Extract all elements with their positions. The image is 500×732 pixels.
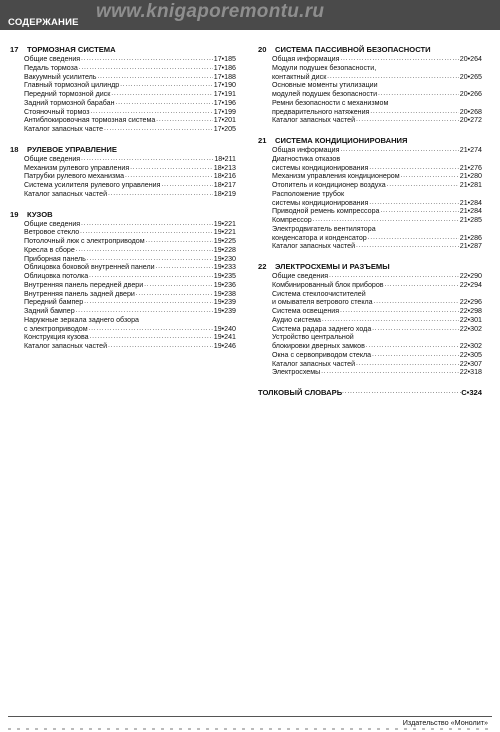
dot-leader <box>385 281 459 290</box>
dot-leader <box>368 234 459 243</box>
toc-entry[interactable] <box>24 281 236 290</box>
toc-entry-title: Механизм управления кондиционером <box>272 172 400 181</box>
toc-entry-title: Задний тормозной барабан <box>24 98 115 107</box>
dot-leader <box>81 220 213 229</box>
dot-leader <box>342 388 461 397</box>
section-heading: КУЗОВ <box>27 209 53 219</box>
toc-entry[interactable] <box>24 272 236 281</box>
toc-entry[interactable] <box>272 272 482 281</box>
toc-entry-page: 22•302 <box>459 324 482 333</box>
footer-divider <box>8 716 492 717</box>
toc-entry-continued: Система стеклоочистителей <box>272 289 366 298</box>
toc-entry-page: 19•225 <box>213 237 236 245</box>
toc-entry-title: Общая информация <box>272 146 340 154</box>
dot-leader <box>87 255 213 264</box>
toc-entry[interactable] <box>272 325 482 334</box>
toc-entry-title: Патрубки рулевого механизма <box>24 172 125 181</box>
toc-entry-page: 17•188 <box>213 72 236 81</box>
toc-entry-page: 19•233 <box>213 263 236 272</box>
toc-entry-title: Главный тормозной цилиндр <box>24 81 120 90</box>
dot-leader <box>356 360 459 369</box>
dot-leader <box>84 298 213 307</box>
toc-entry-title: блокировки дверных замков <box>272 342 365 350</box>
toc-entry[interactable] <box>272 281 482 290</box>
toc-entry[interactable] <box>272 207 482 216</box>
toc-entry-title: Каталог запасных частей <box>272 242 356 251</box>
toc-section <box>10 210 236 351</box>
toc-entry-page: 21•274 <box>459 146 482 154</box>
toc-entry-page: 17•190 <box>213 81 236 90</box>
toc-entry[interactable] <box>272 90 482 99</box>
toc-entry-page: 18•217 <box>213 181 236 189</box>
toc-entry[interactable] <box>272 216 482 225</box>
dot-leader <box>340 146 458 155</box>
toc-entry-page: 19•221 <box>213 219 236 228</box>
dot-leader <box>370 108 458 117</box>
toc-entry-title: Электросхемы <box>272 368 321 377</box>
toc-entry-page: 20•272 <box>459 116 482 125</box>
toc-section <box>258 45 482 125</box>
toc-entry-title: системы кондиционирования <box>272 198 369 207</box>
toc-entry[interactable] <box>272 172 482 181</box>
dot-leader <box>144 281 213 290</box>
dot-leader <box>125 172 213 181</box>
toc-right-column <box>258 45 482 397</box>
section-title <box>258 262 482 271</box>
dot-leader <box>401 172 459 181</box>
dot-leader <box>79 64 213 73</box>
toc-entry-title: Антиблокировочная тормозная система <box>24 116 156 125</box>
toc-entry-title: Каталог запасных частей <box>24 342 108 350</box>
toc-entry-page: 17•196 <box>213 98 236 107</box>
dot-leader <box>380 207 458 216</box>
toc-entry[interactable] <box>24 125 236 134</box>
section-title <box>10 210 236 219</box>
dot-leader <box>372 325 459 334</box>
section-number: 21 <box>258 136 267 145</box>
dot-leader <box>329 272 459 281</box>
toc-entry[interactable] <box>24 181 236 190</box>
toc-entry-page: 19•228 <box>213 245 236 254</box>
dot-leader <box>366 342 459 351</box>
toc-entry-title: предварительного натяжения <box>272 107 370 116</box>
toc-entry[interactable] <box>24 172 236 181</box>
dot-leader <box>146 237 213 246</box>
toc-entry-title: Приборная панель <box>24 254 86 263</box>
toc-entry-page: 21•284 <box>459 207 482 216</box>
dot-leader <box>340 55 458 64</box>
toc-entry[interactable] <box>24 307 236 316</box>
toc-entry[interactable] <box>24 81 236 90</box>
dot-leader <box>313 216 459 225</box>
toc-entry-title: Общие сведения <box>24 219 81 228</box>
toc-entry-page: 19•235 <box>213 272 236 280</box>
toc-entry-continued: Основные моменты утилизации <box>272 81 378 90</box>
toc-entry-page: 19•221 <box>213 228 236 237</box>
glossary-entry[interactable] <box>258 388 482 397</box>
footer-faint-line <box>8 728 488 730</box>
toc-entry-page: 19•239 <box>213 307 236 315</box>
toc-entry[interactable] <box>24 190 236 199</box>
publisher-label: Издательство «Монолит» <box>402 718 488 727</box>
toc-entry[interactable] <box>272 342 482 351</box>
toc-entry-title: Аудио система <box>272 315 321 324</box>
toc-entry-page: 20•264 <box>459 55 482 63</box>
dot-leader <box>108 190 213 199</box>
dot-leader <box>322 316 459 325</box>
toc-entry[interactable] <box>272 351 482 360</box>
toc-entry-title: Система усилителя рулевого управления <box>24 181 161 189</box>
toc-entry-title: с электроприводом <box>24 324 88 333</box>
toc-entry[interactable] <box>24 298 236 307</box>
glossary-title: ТОЛКОВЫЙ СЛОВАРЬ <box>258 388 343 397</box>
dot-leader <box>340 307 459 316</box>
toc-entry-title: Облицовка боковой внутренней панели <box>24 263 155 272</box>
toc-entry-page: 21•284 <box>459 198 482 207</box>
dot-leader <box>90 333 213 342</box>
toc-entry-title: Система радара заднего хода <box>272 324 372 333</box>
toc-entry-continued: Устройство центральной <box>272 333 354 342</box>
dot-leader <box>374 298 459 307</box>
toc-entry-title: Каталог запасных частей <box>24 189 108 198</box>
toc-entry[interactable] <box>24 342 236 351</box>
toc-entry-title: Задний бампер <box>24 307 75 315</box>
toc-entry-page: 17•191 <box>213 90 236 98</box>
dot-leader <box>76 307 213 316</box>
toc-entry-title: Общие сведения <box>24 154 81 163</box>
toc-entry-title: Стояночный тормоз <box>24 107 90 116</box>
toc-entry-title: Отопитель и кондиционер воздуха <box>272 181 386 189</box>
toc-entry[interactable] <box>24 333 236 342</box>
toc-entry-page: 17•201 <box>213 116 236 125</box>
toc-entry-page: 21•276 <box>459 163 482 172</box>
toc-section <box>258 136 482 251</box>
toc-entry-page: 18•219 <box>213 189 236 198</box>
dot-leader <box>89 272 213 281</box>
toc-entry-title: контактный диск <box>272 72 327 81</box>
toc-section <box>258 262 482 377</box>
toc-entry-title: Каталог запасных часте <box>24 125 104 133</box>
toc-entry[interactable] <box>24 164 236 173</box>
toc-entry-title: и омывателя ветрового стекла <box>272 298 373 307</box>
toc-entry-page: 19•238 <box>213 289 236 298</box>
toc-entry-page: 19•230 <box>213 254 236 263</box>
toc-entry-title: Внутренняя панель передней двери <box>24 280 144 289</box>
toc-entry-page: 19•246 <box>213 342 236 350</box>
toc-entry-page: 22•298 <box>459 307 482 315</box>
toc-entry-page: 20•266 <box>459 90 482 98</box>
header-bar <box>0 0 500 30</box>
toc-entry[interactable] <box>24 116 236 125</box>
toc-entry-title: Ветровое стекло <box>24 228 80 237</box>
toc-entry-title: Внутренняя панель задней двери <box>24 289 135 298</box>
toc-entry-page: 19•240 <box>213 324 236 333</box>
toc-entry-page: 19•239 <box>213 298 236 307</box>
toc-entry[interactable] <box>272 316 482 325</box>
toc-entry[interactable] <box>24 73 236 82</box>
toc-entry[interactable] <box>24 90 236 99</box>
section-heading: СИСТЕМА ПАССИВНОЙ БЕЗОПАСНОСТИ <box>275 45 431 54</box>
section-heading: СИСТЕМА КОНДИЦИОНИРОВАНИЯ <box>275 136 408 145</box>
dot-leader <box>130 164 213 173</box>
toc-entry[interactable] <box>272 146 482 155</box>
toc-entry[interactable] <box>272 116 482 125</box>
toc-entry-page: 22•318 <box>459 368 482 377</box>
toc-entry[interactable] <box>24 246 236 255</box>
toc-entry-page: 22•302 <box>459 342 482 350</box>
toc-entry-page: 18•216 <box>213 172 236 181</box>
section-number: 22 <box>258 262 267 271</box>
toc-entry-page: 21•280 <box>459 172 482 181</box>
toc-entry-page: 22•305 <box>459 350 482 359</box>
toc-entry-continued: Расположение трубок <box>272 189 345 198</box>
toc-entry-page: 19•241 <box>213 333 236 342</box>
toc-entry-title: Кресла в сборе <box>24 245 75 254</box>
toc-entry[interactable] <box>24 99 236 108</box>
toc-entry[interactable] <box>272 307 482 316</box>
section-number: 20 <box>258 45 267 54</box>
toc-entry-title: Каталог запасных частей <box>272 359 356 368</box>
toc-entry-title: Передний бампер <box>24 298 84 307</box>
toc-entry-continued: Наружные зеркала заднего обзора <box>24 315 139 324</box>
dot-leader <box>76 246 213 255</box>
toc-entry-page: 21•287 <box>459 242 482 251</box>
toc-entry-title: Вакуумный усилитель <box>24 72 97 81</box>
section-heading: ЭЛЕКТРОСХЕМЫ И РАЗЪЕМЫ <box>275 262 390 271</box>
toc-entry-page: 22•294 <box>459 280 482 289</box>
section-number: 19 <box>10 209 19 219</box>
toc-section <box>10 145 236 199</box>
toc-entry-page: 20•268 <box>459 107 482 116</box>
toc-entry[interactable] <box>272 298 482 307</box>
dot-leader <box>120 81 213 90</box>
dot-leader <box>116 99 213 108</box>
toc-entry[interactable] <box>272 199 482 208</box>
toc-entry-page: 22•290 <box>459 272 482 280</box>
section-title <box>10 45 236 54</box>
glossary-page: C•324 <box>461 388 482 397</box>
section-heading: РУЛЕВОЕ УПРАВЛЕНИЕ <box>27 144 117 154</box>
toc-entry-page: 17•199 <box>213 107 236 116</box>
dot-leader <box>327 73 458 82</box>
toc-entry-title: Общая информация <box>272 55 340 63</box>
section-number: 18 <box>10 144 19 154</box>
dot-leader <box>91 108 213 117</box>
section-number: 17 <box>10 45 19 54</box>
page-title: СОДЕРЖАНИЕ <box>8 17 79 28</box>
toc-entry-continued: Модули подушек безопасности, <box>272 63 377 72</box>
toc-entry[interactable] <box>272 73 482 82</box>
dot-leader <box>369 199 458 208</box>
toc-entry-title: Каталог запасных частей <box>272 116 356 125</box>
toc-entry-page: 18•213 <box>213 163 236 172</box>
toc-entry-title: Окна с сервоприводом стекла <box>272 350 372 359</box>
toc-entry[interactable] <box>24 255 236 264</box>
toc-entry[interactable] <box>272 55 482 64</box>
dot-leader <box>387 181 459 190</box>
toc-entry-page: 22•301 <box>459 315 482 324</box>
dot-leader <box>356 242 459 251</box>
toc-entry-title: Передний тормозной диск <box>24 90 111 98</box>
toc-entry-title: Компрессор <box>272 216 312 224</box>
toc-entry-title: конденсатора и конденсатор <box>272 233 367 242</box>
dot-leader <box>81 55 213 64</box>
toc-entry[interactable] <box>272 234 482 243</box>
toc-entry-page: 18•211 <box>214 154 236 163</box>
toc-entry-title: Приводной ремень компрессора <box>272 207 380 216</box>
dot-leader <box>89 325 213 334</box>
section-title <box>10 145 236 154</box>
toc-entry-title: системы кондиционирования <box>272 163 369 172</box>
toc-entry[interactable] <box>24 155 236 164</box>
toc-entry-page: 17•186 <box>213 63 236 72</box>
toc-entry-page: 17•205 <box>213 125 236 133</box>
toc-entry[interactable] <box>272 360 482 369</box>
toc-entry[interactable] <box>272 108 482 117</box>
dot-leader <box>356 116 459 125</box>
toc-entry[interactable] <box>272 368 482 377</box>
toc-entry[interactable] <box>24 290 236 299</box>
toc-entry-page: 21•281 <box>459 181 482 189</box>
toc-entry-page: 21•286 <box>459 233 482 242</box>
toc-entry-title: Педаль тормоза <box>24 63 78 72</box>
dot-leader <box>108 342 213 351</box>
toc-entry-continued: Диагностика отказов <box>272 154 341 163</box>
toc-entry-title: Механизм рулевого управления <box>24 163 130 172</box>
section-title <box>258 45 482 54</box>
toc-entry-title: модулей подушек безопасности <box>272 90 378 98</box>
toc-entry[interactable] <box>24 64 236 73</box>
dot-leader <box>81 155 213 164</box>
toc-entry-title: Облицовка потолка <box>24 272 89 280</box>
toc-entry[interactable] <box>272 181 482 190</box>
dot-leader <box>98 73 213 82</box>
section-title <box>258 136 482 145</box>
toc-entry-page: 19•236 <box>213 280 236 289</box>
dot-leader <box>111 90 212 99</box>
toc-entry[interactable] <box>24 228 236 237</box>
toc-entry-title: Общие сведения <box>272 272 329 280</box>
toc-entry[interactable] <box>24 325 236 334</box>
toc-left-column <box>10 45 236 362</box>
dot-leader <box>136 290 213 299</box>
toc-entry[interactable] <box>24 55 236 64</box>
toc-entry-title: Комбинированный блок приборов <box>272 280 384 289</box>
toc-entry-page: 20•265 <box>459 72 482 81</box>
toc-entry-continued: Электродвигатель вентилятора <box>272 224 376 233</box>
toc-entry[interactable] <box>24 263 236 272</box>
toc-entry[interactable] <box>24 220 236 229</box>
toc-entry-page: 22•296 <box>459 298 482 307</box>
toc-entry-title: Система освещения <box>272 307 340 315</box>
watermark: www.knigaporemontu.ru <box>96 1 325 22</box>
toc-section <box>10 45 236 134</box>
toc-entry-page: 21•285 <box>459 216 482 224</box>
dot-leader <box>369 164 458 173</box>
dot-leader <box>104 125 213 134</box>
dot-leader <box>80 228 213 237</box>
dot-leader <box>378 90 459 99</box>
section-heading: ТОРМОЗНАЯ СИСТЕМА <box>27 45 116 54</box>
dot-leader <box>156 116 212 125</box>
dot-leader <box>321 368 459 377</box>
toc-entry-title: Конструкция кузова <box>24 333 89 342</box>
dot-leader <box>161 181 212 190</box>
toc-entry[interactable] <box>24 108 236 117</box>
toc-entry-page: 17•185 <box>213 55 236 63</box>
toc-entry[interactable] <box>272 242 482 251</box>
toc-entry[interactable] <box>272 164 482 173</box>
toc-entry-title: Общие сведения <box>24 55 81 63</box>
toc-entry-continued: Ремни безопасности с механизмом <box>272 98 389 107</box>
toc-entry-title: Потолочный люк с электроприводом <box>24 237 145 245</box>
toc-entry-page: 22•307 <box>459 359 482 368</box>
dot-leader <box>156 263 213 272</box>
dot-leader <box>372 351 459 360</box>
toc-entry[interactable] <box>24 237 236 246</box>
